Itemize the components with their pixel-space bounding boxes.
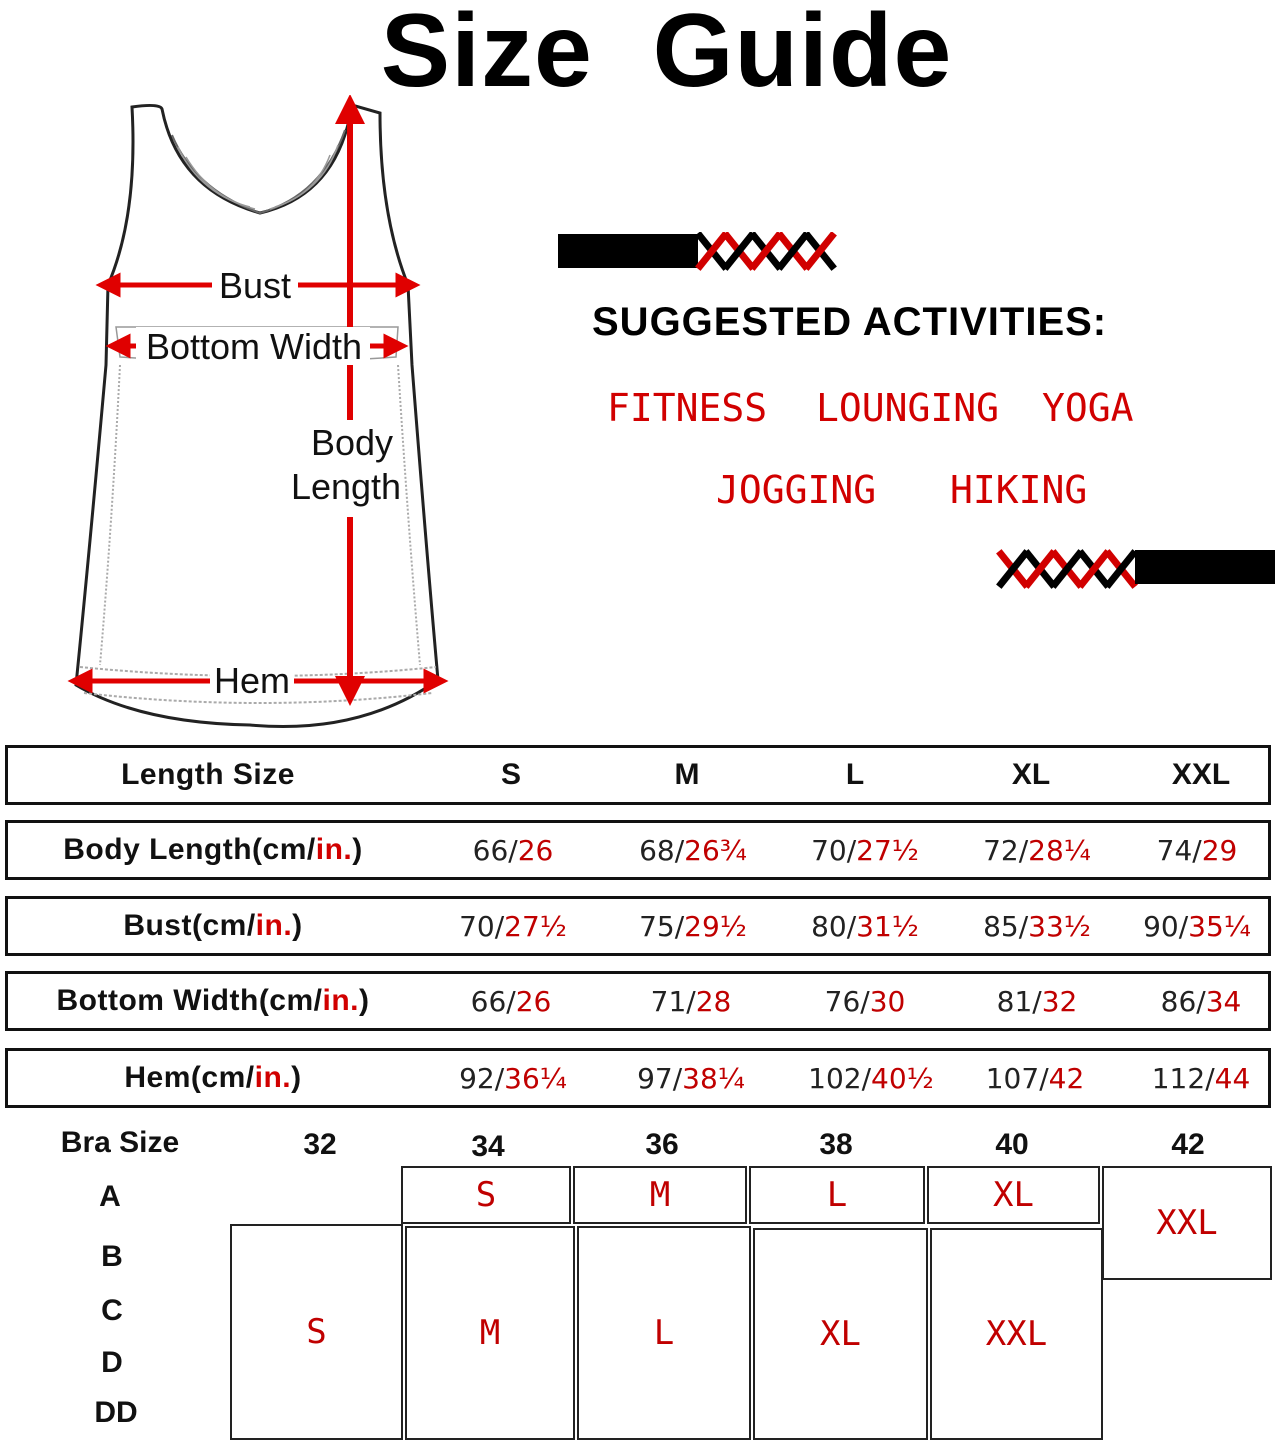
table-cell: 81 / 32 bbox=[996, 984, 1078, 1018]
table-cell: 70 / 27½ bbox=[811, 833, 919, 867]
table-cell: 76 / 30 bbox=[824, 984, 906, 1018]
cup-b: B bbox=[101, 1240, 123, 1273]
table-cell: 80 / 31½ bbox=[811, 909, 919, 943]
table-row bbox=[5, 896, 1271, 956]
a-cup-size-36: M bbox=[573, 1166, 747, 1224]
body-length-label-line2: Length bbox=[290, 466, 402, 507]
bottom-width-label: Bottom Width bbox=[145, 326, 363, 367]
size-header-xl: XL bbox=[1011, 758, 1051, 791]
table-cell: 66 / 26 bbox=[472, 833, 554, 867]
size-header-xxl: XXL bbox=[1171, 758, 1231, 791]
table-cell: 75 / 29½ bbox=[639, 909, 747, 943]
bdd-size-34: M bbox=[405, 1226, 575, 1440]
cup-c: C bbox=[101, 1294, 123, 1327]
table-cell: 107 / 42 bbox=[985, 1061, 1085, 1095]
band-40: 40 bbox=[995, 1128, 1029, 1161]
table-cell: 72 / 28¼ bbox=[983, 833, 1091, 867]
band-34: 34 bbox=[471, 1130, 505, 1163]
page-title: Size Guide bbox=[380, 0, 953, 109]
suggested-activities-heading: SUGGESTED ACTIVITIES: bbox=[592, 300, 1108, 344]
hem-label: Hem bbox=[213, 660, 291, 701]
table-cell: 102 / 40½ bbox=[808, 1061, 934, 1095]
bdd-size-38: XL bbox=[753, 1228, 928, 1440]
bdd-size-40: XXL bbox=[930, 1228, 1103, 1440]
cup-dd: DD bbox=[94, 1396, 138, 1429]
row-label-body-length: Body Length(cm/ in. ) bbox=[63, 833, 363, 866]
a-cup-size-38: L bbox=[749, 1166, 925, 1224]
row-label-hem: Hem(cm/ in. ) bbox=[124, 1061, 302, 1094]
table-cell: 85 / 33½ bbox=[983, 909, 1091, 943]
table-cell: 74 / 29 bbox=[1156, 833, 1238, 867]
decorative-cross-bar-top bbox=[558, 232, 838, 274]
band-38: 38 bbox=[819, 1128, 853, 1161]
a-cup-size-34: S bbox=[401, 1166, 571, 1224]
decorative-cross-bar-bottom bbox=[995, 548, 1277, 590]
bra-size-label: Bra Size bbox=[60, 1126, 180, 1159]
activity-lounging: LOUNGING bbox=[816, 386, 1000, 430]
tank-top-diagram bbox=[60, 95, 460, 735]
size-header-m: M bbox=[674, 758, 700, 791]
activity-fitness: FITNESS bbox=[607, 386, 768, 430]
table-cell: 70 / 27½ bbox=[459, 909, 567, 943]
table-row bbox=[5, 1048, 1271, 1108]
size-header-l: L bbox=[845, 758, 865, 791]
cup-d: D bbox=[101, 1346, 123, 1379]
band-36: 36 bbox=[645, 1128, 679, 1161]
a-cup-size-42: XXL bbox=[1102, 1166, 1272, 1280]
table-cell: 68 / 26¾ bbox=[639, 833, 747, 867]
table-cell: 92 / 36¼ bbox=[459, 1061, 567, 1095]
body-length-label-line1: Body bbox=[310, 422, 394, 463]
table-cell: 90 / 35¼ bbox=[1143, 909, 1251, 943]
row-label-bottom-width: Bottom Width(cm/ in. ) bbox=[56, 984, 370, 1017]
a-cup-size-40: XL bbox=[927, 1166, 1100, 1224]
bdd-size-36: L bbox=[577, 1226, 751, 1440]
length-size-label: Length Size bbox=[121, 758, 295, 791]
table-cell: 66 / 26 bbox=[470, 984, 552, 1018]
band-32: 32 bbox=[303, 1128, 337, 1161]
row-label-bust: Bust(cm/ in. ) bbox=[123, 909, 303, 942]
cup-a: A bbox=[99, 1180, 121, 1213]
table-row bbox=[5, 820, 1271, 880]
size-table-header bbox=[5, 745, 1271, 805]
table-cell: 112 / 44 bbox=[1151, 1061, 1251, 1095]
bdd-size-32: S bbox=[230, 1224, 403, 1440]
table-cell: 97 / 38¼ bbox=[637, 1061, 745, 1095]
activity-hiking: HIKING bbox=[950, 468, 1088, 512]
size-header-s: S bbox=[500, 758, 521, 791]
table-cell: 86 / 34 bbox=[1160, 984, 1242, 1018]
activity-yoga: YOGA bbox=[1042, 386, 1134, 430]
bust-label: Bust bbox=[218, 265, 292, 306]
band-42: 42 bbox=[1171, 1128, 1205, 1161]
table-row bbox=[5, 971, 1271, 1031]
table-cell: 71 / 28 bbox=[650, 984, 732, 1018]
activity-jogging: JOGGING bbox=[716, 468, 877, 512]
